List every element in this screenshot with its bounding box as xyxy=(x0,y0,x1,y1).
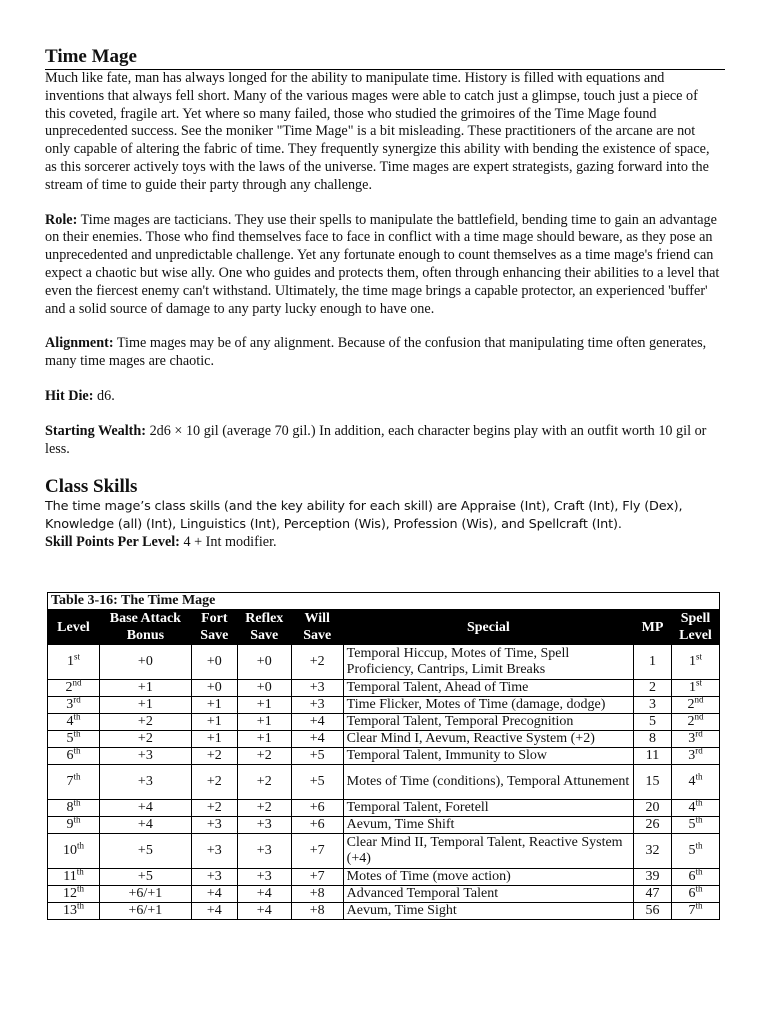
cell-special-value: Temporal Talent, Foretell xyxy=(346,800,489,815)
cell-fort-value: +2 xyxy=(206,800,222,815)
cell-fort-value: +4 xyxy=(206,886,222,901)
cell-spell-level-value: 3 xyxy=(688,748,696,763)
cell-spell-level-value: 3 xyxy=(688,731,696,746)
intro-paragraph: Much like fate, man has always longed for the ability to manipulate time. History is filled with equations and inventions that always fell short. Many of the various mages were able to catch just a glimpse, touch just a piece of this coveted, fragile art. Yet where so many failed, those who studied the grimoires of the Time Mage found unprecedented success. See the moniker "Time Mage" is a bit misleading. These practitioners of the arcane are not only capable of altering the fabric of time. They frequently synergize this ability with bending the existence of space, as this sorcerer actively toys with the laws of the universe. Time mages are expert strategists, gazing forward into the stream of time to guide their party through any challenge. xyxy=(45,70,710,193)
cell-mp-value: 47 xyxy=(645,886,660,901)
cell-reflex xyxy=(237,903,291,920)
skill-points-text: 4 + Int modifier. xyxy=(179,533,277,550)
cell-mp-value: 8 xyxy=(649,731,656,746)
cell-spell-level-suffix: th xyxy=(695,900,703,911)
cell-mp xyxy=(634,765,672,800)
cell-will-value: +4 xyxy=(309,714,325,729)
cell-spell-level-suffix: th xyxy=(695,814,703,825)
cell-mp-value: 15 xyxy=(645,774,660,789)
cell-spell-level xyxy=(671,645,719,680)
cell-will-value: +5 xyxy=(309,748,325,763)
cell-special xyxy=(343,697,633,714)
cell-will-value: +6 xyxy=(309,800,325,815)
cell-level-suffix: th xyxy=(76,866,84,877)
cell-special xyxy=(343,869,633,886)
cell-spell-level-value: 1 xyxy=(688,680,696,695)
cell-mp xyxy=(634,817,672,834)
cell-level-value: 2 xyxy=(65,680,73,695)
cell-will xyxy=(291,697,343,714)
cell-mp xyxy=(634,645,672,680)
alignment-text: Time mages may be of any alignment. Because of the confusion that manipulating time often generates, many time mages are chaotic. xyxy=(45,335,707,370)
cell-mp xyxy=(634,800,672,817)
cell-fort-value: +0 xyxy=(206,680,222,695)
cell-spell-level-suffix: nd xyxy=(694,694,704,705)
cell-special-value: Aevum, Time Sight xyxy=(346,903,457,918)
starting-wealth-paragraph xyxy=(45,423,721,459)
cell-level-value: 10 xyxy=(62,843,77,858)
cell-special xyxy=(343,800,633,817)
cell-reflex-value: +0 xyxy=(256,654,272,669)
cell-bab xyxy=(99,714,191,731)
cell-will xyxy=(291,714,343,731)
table-row xyxy=(48,748,720,765)
cell-bab-value: +5 xyxy=(137,843,153,858)
cell-level-suffix: th xyxy=(76,883,84,894)
cell-spell-level-value: 2 xyxy=(687,714,695,729)
cell-level xyxy=(48,765,100,800)
cell-reflex-value: +2 xyxy=(256,748,272,763)
cell-special xyxy=(343,748,633,765)
cell-level xyxy=(48,645,100,680)
cell-special-value: Temporal Talent, Immunity to Slow xyxy=(346,748,548,763)
cell-mp xyxy=(634,869,672,886)
cell-mp-value: 2 xyxy=(649,680,656,695)
cell-level xyxy=(48,814,100,834)
cell-fort-value: +0 xyxy=(206,654,222,669)
cell-reflex xyxy=(237,714,291,731)
skill-points-paragraph xyxy=(45,534,721,552)
table-row xyxy=(48,817,720,834)
cell-mp xyxy=(634,697,672,714)
cell-mp xyxy=(634,903,672,920)
table-row xyxy=(48,903,720,920)
cell-will xyxy=(291,886,343,903)
cell-reflex xyxy=(237,697,291,714)
header-mp: MP xyxy=(634,610,672,645)
table-caption: Table 3-16: The Time Mage xyxy=(48,593,720,610)
cell-special-value: Temporal Talent, Temporal Precognition xyxy=(346,714,574,729)
cell-fort xyxy=(191,886,237,903)
cell-special xyxy=(343,731,633,748)
cell-level-suffix: th xyxy=(76,840,84,851)
cell-mp-value: 56 xyxy=(645,903,660,918)
cell-level-value: 11 xyxy=(63,869,77,884)
cell-bab xyxy=(99,645,191,680)
cell-level xyxy=(48,745,100,765)
cell-bab xyxy=(99,869,191,886)
cell-reflex-value: +1 xyxy=(256,697,272,712)
cell-will xyxy=(291,731,343,748)
cell-mp-value: 5 xyxy=(649,714,656,729)
class-skills-paragraph xyxy=(45,498,721,534)
hit-die-paragraph xyxy=(45,388,721,406)
class-skills-heading: Class Skills xyxy=(45,476,138,498)
cell-mp xyxy=(634,834,672,869)
cell-spell-level-value: 4 xyxy=(688,800,696,815)
cell-reflex xyxy=(237,834,291,869)
header-special: Special xyxy=(343,610,633,645)
cell-fort xyxy=(191,680,237,697)
cell-spell-level-value: 5 xyxy=(688,817,696,832)
cell-reflex xyxy=(237,886,291,903)
cell-mp xyxy=(634,748,672,765)
cell-mp xyxy=(634,680,672,697)
cell-mp-value: 3 xyxy=(649,697,656,712)
cell-bab xyxy=(99,903,191,920)
cell-reflex xyxy=(237,645,291,680)
cell-fort xyxy=(191,748,237,765)
cell-bab-value: +4 xyxy=(137,800,153,815)
cell-reflex-value: +1 xyxy=(256,714,272,729)
cell-fort xyxy=(191,869,237,886)
page-title: Time Mage xyxy=(45,46,725,70)
cell-mp xyxy=(634,714,672,731)
cell-bab-value: +1 xyxy=(137,680,153,695)
starting-wealth-label: Starting Wealth: xyxy=(45,422,147,439)
cell-special-value: Motes of Time (move action) xyxy=(346,869,511,884)
cell-reflex-value: +3 xyxy=(256,843,272,858)
role-paragraph xyxy=(45,212,721,319)
cell-reflex-value: +2 xyxy=(256,800,272,815)
cell-level xyxy=(48,883,100,903)
cell-reflex xyxy=(237,800,291,817)
role-label: Role: xyxy=(45,211,78,228)
cell-fort xyxy=(191,817,237,834)
table-row xyxy=(48,765,720,800)
cell-fort xyxy=(191,697,237,714)
cell-level-suffix: th xyxy=(73,728,81,739)
cell-spell-level-suffix: th xyxy=(695,866,703,877)
cell-bab xyxy=(99,680,191,697)
cell-special xyxy=(343,834,633,869)
cell-bab-value: +2 xyxy=(137,731,153,746)
cell-level-suffix: st xyxy=(73,651,80,662)
cell-spell-level-value: 2 xyxy=(687,697,695,712)
cell-level-suffix: th xyxy=(76,900,84,911)
cell-fort-value: +2 xyxy=(206,774,222,789)
cell-level-suffix: th xyxy=(73,797,81,808)
cell-special xyxy=(343,714,633,731)
cell-spell-level-value: 5 xyxy=(688,843,696,858)
table-row xyxy=(48,645,720,680)
cell-bab xyxy=(99,748,191,765)
cell-spell-level-value: 6 xyxy=(688,869,696,884)
cell-will-value: +7 xyxy=(309,869,325,884)
cell-level-suffix: nd xyxy=(72,677,82,688)
cell-special-value: Motes of Time (conditions), Temporal Attunement xyxy=(346,774,630,789)
cell-bab xyxy=(99,731,191,748)
cell-fort-value: +3 xyxy=(206,817,222,832)
cell-level-suffix: rd xyxy=(73,694,81,705)
cell-mp-value: 20 xyxy=(645,800,660,815)
cell-spell-level-suffix: th xyxy=(695,840,703,851)
header-fort: Fort Save xyxy=(191,610,237,645)
cell-spell-level-suffix: th xyxy=(695,771,703,782)
cell-level-value: 6 xyxy=(66,748,74,763)
class-skills-text: The time mage’s class skills (and the key ability for each skill) are Appraise (Int), Craft (Int), Fly (Dex), Knowledge (all) (Int), Linguistics (Int), Perception (Wis), Profession (Wis), and Spellcraft (Int). xyxy=(45,499,683,533)
cell-will-value: +2 xyxy=(309,654,325,669)
cell-spell-level-suffix: rd xyxy=(695,728,703,739)
header-will: Will Save xyxy=(291,610,343,645)
cell-bab xyxy=(99,697,191,714)
cell-special xyxy=(343,680,633,697)
cell-spell-level-suffix: th xyxy=(695,797,703,808)
cell-fort-value: +1 xyxy=(206,731,222,746)
cell-special-value: Time Flicker, Motes of Time (damage, dodge) xyxy=(346,697,606,712)
cell-will xyxy=(291,680,343,697)
cell-fort-value: +3 xyxy=(206,869,222,884)
cell-reflex-value: +2 xyxy=(256,774,272,789)
cell-level-value: 4 xyxy=(66,714,74,729)
table-row xyxy=(48,800,720,817)
cell-bab-value: +1 xyxy=(137,697,153,712)
cell-reflex xyxy=(237,748,291,765)
cell-level-suffix: th xyxy=(73,745,81,756)
header-reflex: Reflex Save xyxy=(237,610,291,645)
cell-spell-level-suffix: rd xyxy=(695,745,703,756)
cell-special-value: Temporal Talent, Ahead of Time xyxy=(346,680,529,695)
cell-level-suffix: th xyxy=(73,771,81,782)
cell-special-value: Aevum, Time Shift xyxy=(346,817,455,832)
cell-level-value: 13 xyxy=(62,903,77,918)
cell-fort xyxy=(191,834,237,869)
cell-will xyxy=(291,748,343,765)
cell-spell-level xyxy=(671,745,719,765)
table-row xyxy=(48,886,720,903)
cell-reflex-value: +0 xyxy=(256,680,272,695)
cell-fort xyxy=(191,645,237,680)
cell-spell-level-value: 7 xyxy=(688,903,696,918)
cell-will xyxy=(291,765,343,800)
cell-bab-value: +5 xyxy=(137,869,153,884)
cell-spell-level xyxy=(671,834,719,869)
cell-level-value: 12 xyxy=(62,886,77,901)
cell-bab xyxy=(99,800,191,817)
table-row xyxy=(48,714,720,731)
cell-level xyxy=(48,900,100,920)
cell-will xyxy=(291,869,343,886)
cell-fort xyxy=(191,765,237,800)
table-header-row xyxy=(48,610,720,645)
cell-spell-level xyxy=(671,814,719,834)
cell-spell-level-value: 4 xyxy=(688,774,696,789)
skill-points-label: Skill Points Per Level: xyxy=(45,533,180,550)
cell-will xyxy=(291,800,343,817)
cell-reflex-value: +3 xyxy=(256,817,272,832)
cell-spell-level xyxy=(671,765,719,800)
cell-fort-value: +1 xyxy=(206,697,222,712)
document-page xyxy=(45,46,721,552)
header-level: Level xyxy=(48,610,100,645)
cell-fort xyxy=(191,714,237,731)
cell-mp-value: 11 xyxy=(645,748,660,763)
alignment-paragraph xyxy=(45,335,721,371)
header-spell-level: Spell Level xyxy=(671,610,719,645)
cell-will-value: +4 xyxy=(309,731,325,746)
cell-reflex xyxy=(237,765,291,800)
cell-fort xyxy=(191,800,237,817)
cell-level xyxy=(48,866,100,886)
cell-spell-level-value: 1 xyxy=(688,654,696,669)
cell-will-value: +8 xyxy=(309,886,325,901)
cell-level-value: 9 xyxy=(66,817,74,832)
cell-bab-value: +3 xyxy=(137,774,153,789)
cell-special-value: Clear Mind I, Aevum, Reactive System (+2) xyxy=(346,731,595,746)
cell-will xyxy=(291,817,343,834)
cell-will-value: +7 xyxy=(309,843,325,858)
alignment-label: Alignment: xyxy=(45,335,114,352)
cell-special xyxy=(343,765,633,800)
cell-special xyxy=(343,817,633,834)
cell-will xyxy=(291,834,343,869)
cell-reflex-value: +1 xyxy=(256,731,272,746)
cell-reflex xyxy=(237,869,291,886)
cell-bab xyxy=(99,834,191,869)
cell-fort-value: +3 xyxy=(206,843,222,858)
role-text: Time mages are tacticians. They use their spells to manipulate the battlefield, bending time to gain an advantage on their enemies. Those who find themselves face to face in conflict with a time mage should beware, as they pose an unprecedented and unpredictable challenge. Yet any fortunate enough to count themselves as a time mage's friend can expect a chaotic but wise ally. One who guides and protects them, often through enhancing their abilities to a level that even the fiercest enemy can't withstand. Ultimately, the time mage brings a capable protector, an experienced 'buffer' and a solid source of damage to any party lucky enough to have one. xyxy=(45,211,720,317)
cell-special-value: Temporal Hiccup, Motes of Time, Spell Proficiency, Cantrips, Limit Breaks xyxy=(346,646,570,677)
cell-will-value: +5 xyxy=(309,774,325,789)
cell-mp-value: 39 xyxy=(645,869,660,884)
cell-level-value: 5 xyxy=(66,731,74,746)
cell-spell-level-suffix: st xyxy=(695,677,702,688)
table-row xyxy=(48,680,720,697)
cell-fort xyxy=(191,903,237,920)
cell-level-value: 3 xyxy=(66,697,74,712)
cell-will xyxy=(291,645,343,680)
cell-special xyxy=(343,645,633,680)
cell-bab xyxy=(99,886,191,903)
cell-bab-value: +3 xyxy=(137,748,153,763)
cell-fort-value: +2 xyxy=(206,748,222,763)
cell-mp-value: 26 xyxy=(645,817,660,832)
cell-level xyxy=(48,834,100,869)
cell-special xyxy=(343,886,633,903)
cell-reflex-value: +3 xyxy=(256,869,272,884)
table-row xyxy=(48,869,720,886)
cell-spell-level-suffix: th xyxy=(695,883,703,894)
cell-will-value: +6 xyxy=(309,817,325,832)
cell-mp-value: 1 xyxy=(649,654,656,669)
cell-spell-level-suffix: nd xyxy=(694,711,704,722)
cell-will-value: +3 xyxy=(309,697,325,712)
cell-mp-value: 32 xyxy=(645,843,660,858)
cell-will-value: +8 xyxy=(309,903,325,918)
hit-die-label: Hit Die: xyxy=(45,387,94,404)
cell-level-suffix: th xyxy=(73,814,81,825)
table-row xyxy=(48,697,720,714)
cell-bab-value: +2 xyxy=(137,714,153,729)
starting-wealth-text: 2d6 × 10 gil (average 70 gil.) In addition, each character begins play with an outfit worth 10 gil or less. xyxy=(45,422,707,457)
cell-reflex xyxy=(237,817,291,834)
cell-spell-level-suffix: st xyxy=(695,651,702,662)
cell-special-value: Clear Mind II, Temporal Talent, Reactive System (+4) xyxy=(346,835,623,866)
table-row xyxy=(48,834,720,869)
cell-level-value: 7 xyxy=(66,774,74,789)
cell-bab xyxy=(99,817,191,834)
cell-fort-value: +1 xyxy=(206,714,222,729)
table-row xyxy=(48,731,720,748)
cell-mp xyxy=(634,886,672,903)
cell-fort xyxy=(191,731,237,748)
cell-reflex-value: +4 xyxy=(256,903,272,918)
cell-level-value: 1 xyxy=(66,654,74,669)
cell-bab-value: +6/+1 xyxy=(128,886,163,901)
cell-reflex-value: +4 xyxy=(256,886,272,901)
cell-spell-level xyxy=(671,900,719,920)
cell-mp xyxy=(634,731,672,748)
cell-will xyxy=(291,903,343,920)
header-bab: Base Attack Bonus xyxy=(99,610,191,645)
cell-reflex xyxy=(237,680,291,697)
cell-will-value: +3 xyxy=(309,680,325,695)
cell-special-value: Advanced Temporal Talent xyxy=(346,886,499,901)
cell-spell-level-value: 6 xyxy=(688,886,696,901)
cell-level-value: 8 xyxy=(66,800,74,815)
time-mage-table xyxy=(47,592,720,920)
cell-level-suffix: th xyxy=(73,711,81,722)
cell-special xyxy=(343,903,633,920)
cell-bab-value: +0 xyxy=(137,654,153,669)
hit-die-text: d6. xyxy=(93,387,115,404)
cell-reflex xyxy=(237,731,291,748)
cell-bab-value: +6/+1 xyxy=(128,903,163,918)
cell-fort-value: +4 xyxy=(206,903,222,918)
cell-bab xyxy=(99,765,191,800)
cell-bab-value: +4 xyxy=(137,817,153,832)
